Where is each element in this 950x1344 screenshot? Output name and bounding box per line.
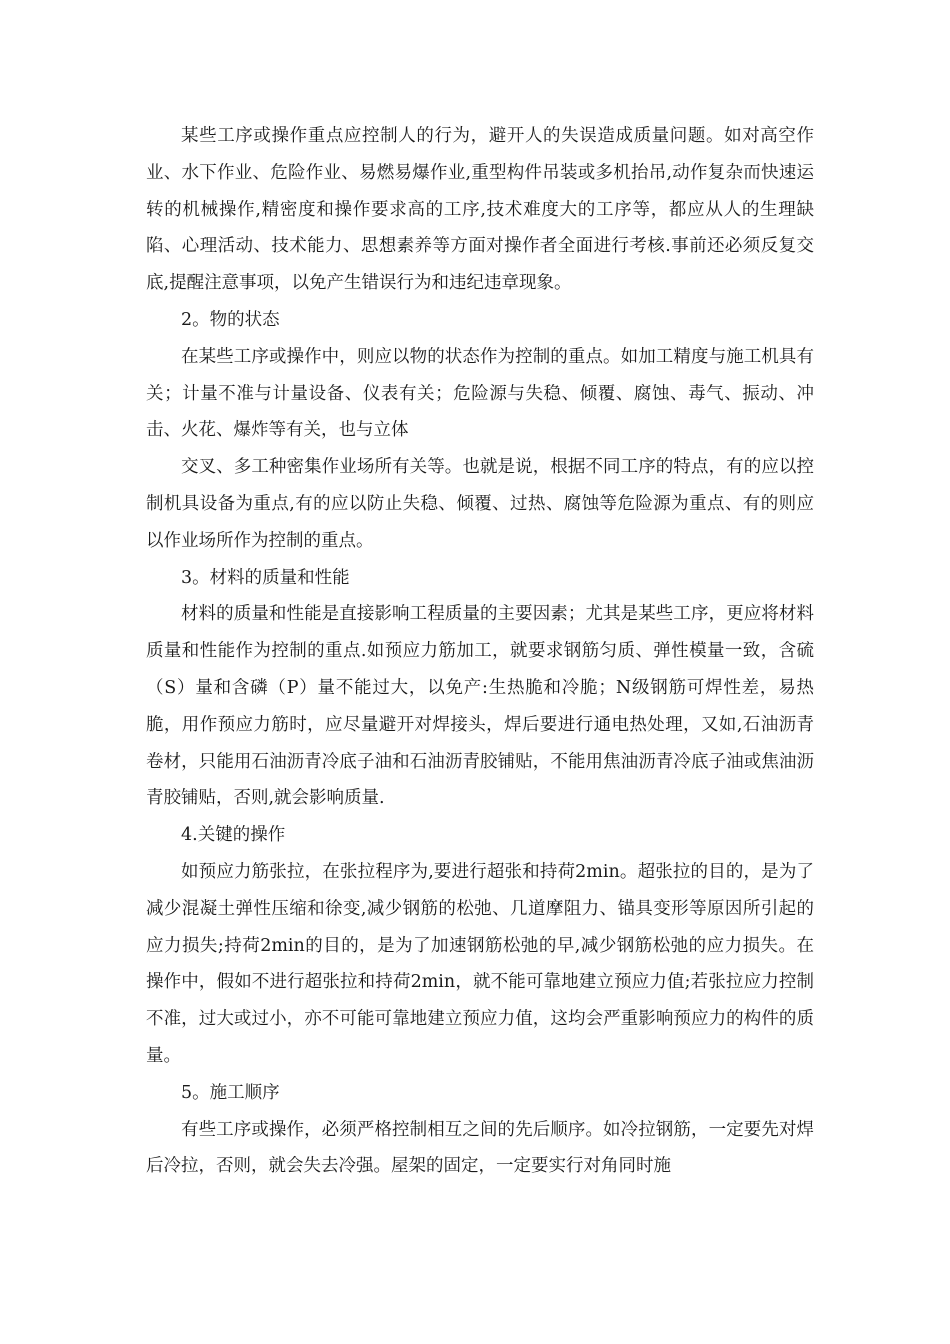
paragraph-construction-order: 有些工序或操作，必须严格控制相互之间的先后顺序。如冷拉钢筋，一定要先对焊后冷拉，否则，就会失去冷强。屋架的固定，一定要实行对角同时施 xyxy=(146,1119,814,1177)
paragraph-material-state-1: 在某些工序或操作中，则应以物的状态作为控制的重点。如加工精度与施工机具有关；计量不准与计量设备、仪表有关；危险源与失稳、倾覆、腐蚀、毒气、振动、冲击、火花、爆炸等有关，也与立体 xyxy=(146,346,814,441)
paragraph-key-operation: 如预应力筋张拉，在张拉程序为,要进行超张和持荷2min。超张拉的目的，是为了减少混凝土弹性压缩和徐变,减少钢筋的松弛、几道摩阻力、锚具变形等原因所引起的应力损失;持荷2min的目的，是为了加速钢筋松弛的早,减少钢筋松弛的应力损失。在操作中，假如不进行超张拉和持荷2min，就不能可靠地建立预应力值;若张拉应力控制不准，过大或过小，亦不可能可靠地建立预应力值，这均会严重影响预应力的构件的质量。 xyxy=(146,861,814,1066)
paragraph-human-behavior: 某些工序或操作重点应控制人的行为，避开人的失误造成质量问题。如对高空作业、水下作业、危险作业、易燃易爆作业,重型构件吊装或多机抬吊,动作复杂而快速运转的机械操作,精密度和操作要求高的工序,技术难度大的工序等，都应从人的生理缺陷、心理活动、技术能力、思想素养等方面对操作者全面进行考核.事前还必须反复交底,提醒注意事项，以免产生错误行为和违纪违章现象。 xyxy=(146,126,814,294)
heading-material-state: 2。物的状态 xyxy=(181,309,280,330)
paragraph-material-state-2: 交叉、多工种密集作业场所有关等。也就是说，根据不同工序的特点，有的应以控制机具设备为重点,有的应以防止失稳、倾覆、过热、腐蚀等危险源为重点、有的则应以作业场所作为控制的重点。 xyxy=(146,457,814,551)
heading-key-operation: 4.关键的操作 xyxy=(181,825,286,846)
document-body xyxy=(146,118,814,1185)
heading-material-quality: 3。材料的质量和性能 xyxy=(181,567,350,588)
heading-construction-order: 5。施工顺序 xyxy=(181,1082,280,1103)
paragraph-material-quality: 材料的质量和性能是直接影响工程质量的主要因素；尤其是某些工序，更应将材料质量和性能作为控制的重点.如预应力筋加工，就要求钢筋匀质、弹性模量一致，含硫（S）量和含磷（P）量不能过大，以免产:生热脆和冷脆；N级钢筋可焊性差，易热脆，用作预应力筋时，应尽量避开对焊接头，焊后要进行通电热处理，又如,石油沥青卷材，只能用石油沥青冷底子油和石油沥青胶铺贴，不能用焦油沥青冷底子油或焦油沥青胶铺贴，否则,就会影响质量. xyxy=(146,604,814,809)
